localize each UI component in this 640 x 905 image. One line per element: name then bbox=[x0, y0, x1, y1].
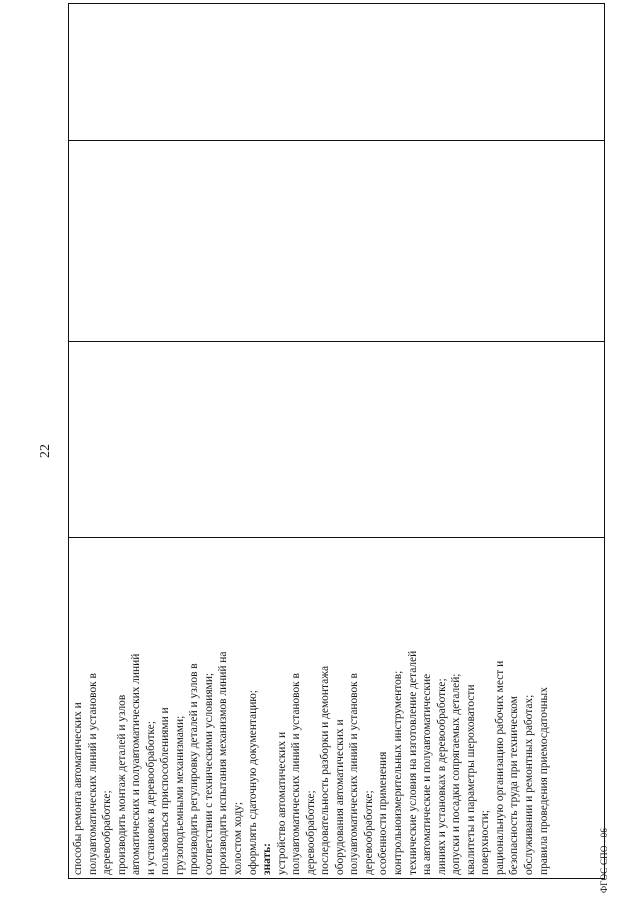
text-line: пользоваться приспособлениями и bbox=[159, 707, 172, 875]
text-line: деревообработке; bbox=[304, 790, 317, 875]
column-divider bbox=[69, 341, 604, 342]
text-line: контрольноизмерительных инструментов; bbox=[392, 670, 405, 875]
text-line: автоматических и полуавтоматических линий bbox=[130, 653, 143, 875]
text-line: рациональную организацию рабочих мест и bbox=[493, 660, 506, 875]
column-divider bbox=[69, 537, 604, 538]
text-line: производить испытания механизмов линий на bbox=[217, 651, 230, 875]
empty-cell bbox=[69, 4, 604, 140]
text-line: способы ремонта автоматических и bbox=[72, 702, 84, 875]
text-line: технические условия на изготовление деталей bbox=[406, 650, 419, 875]
column-divider bbox=[69, 140, 604, 141]
text-line: поверхности; bbox=[479, 810, 492, 875]
text-line: особенности применения bbox=[377, 751, 390, 875]
competence-table bbox=[68, 3, 605, 879]
text-line: безопасность труда при техническом bbox=[508, 696, 521, 875]
text-line: производить регулировку деталей и узлов в bbox=[188, 663, 201, 875]
text-line: обслуживании и ремонтных работах; bbox=[522, 694, 535, 875]
page-number: 22 bbox=[38, 444, 53, 458]
text-line: допуски и посадки сопрягаемых деталей; bbox=[450, 673, 463, 875]
text-line: правила проведения приемосдаточных bbox=[537, 687, 550, 875]
text-line: полуавтоматических линий и установок в bbox=[290, 673, 303, 875]
text-line: оборудования автоматических и bbox=[333, 719, 346, 875]
text-line: холостом ходу; bbox=[232, 801, 245, 875]
competence-text bbox=[71, 540, 604, 875]
text-line: деревообработке; bbox=[362, 790, 375, 875]
text-line: соответствии с техническими условиями; bbox=[202, 672, 215, 875]
text-line: деревообработке; bbox=[101, 790, 114, 875]
text-line: линиях и установках в деревообработке; bbox=[435, 678, 448, 875]
empty-cell bbox=[69, 342, 604, 537]
text-line: на автоматические и полуавтоматические bbox=[421, 673, 434, 875]
empty-cell bbox=[69, 141, 604, 341]
text-line: знать: bbox=[261, 843, 274, 875]
footer-label: ФГОС СПО - 06 bbox=[599, 827, 609, 893]
text-line: полуавтоматических линий и установок в bbox=[348, 673, 361, 875]
text-line: полуавтоматических линий и установок в bbox=[86, 673, 99, 875]
text-line: последовательность разборки и демонтажа bbox=[319, 665, 332, 875]
text-line: грузоподъемными механизмами; bbox=[173, 715, 186, 875]
text-line: квалитеты и параметры шероховатости bbox=[464, 684, 477, 875]
text-line: оформлять сдаточную документацию; bbox=[246, 690, 259, 875]
competence-cell bbox=[69, 538, 604, 878]
text-line: устройство автоматических и bbox=[275, 731, 288, 875]
text-line: и установок в деревообработке; bbox=[144, 721, 157, 875]
text-line: производить монтаж деталей и узлов bbox=[115, 694, 128, 875]
